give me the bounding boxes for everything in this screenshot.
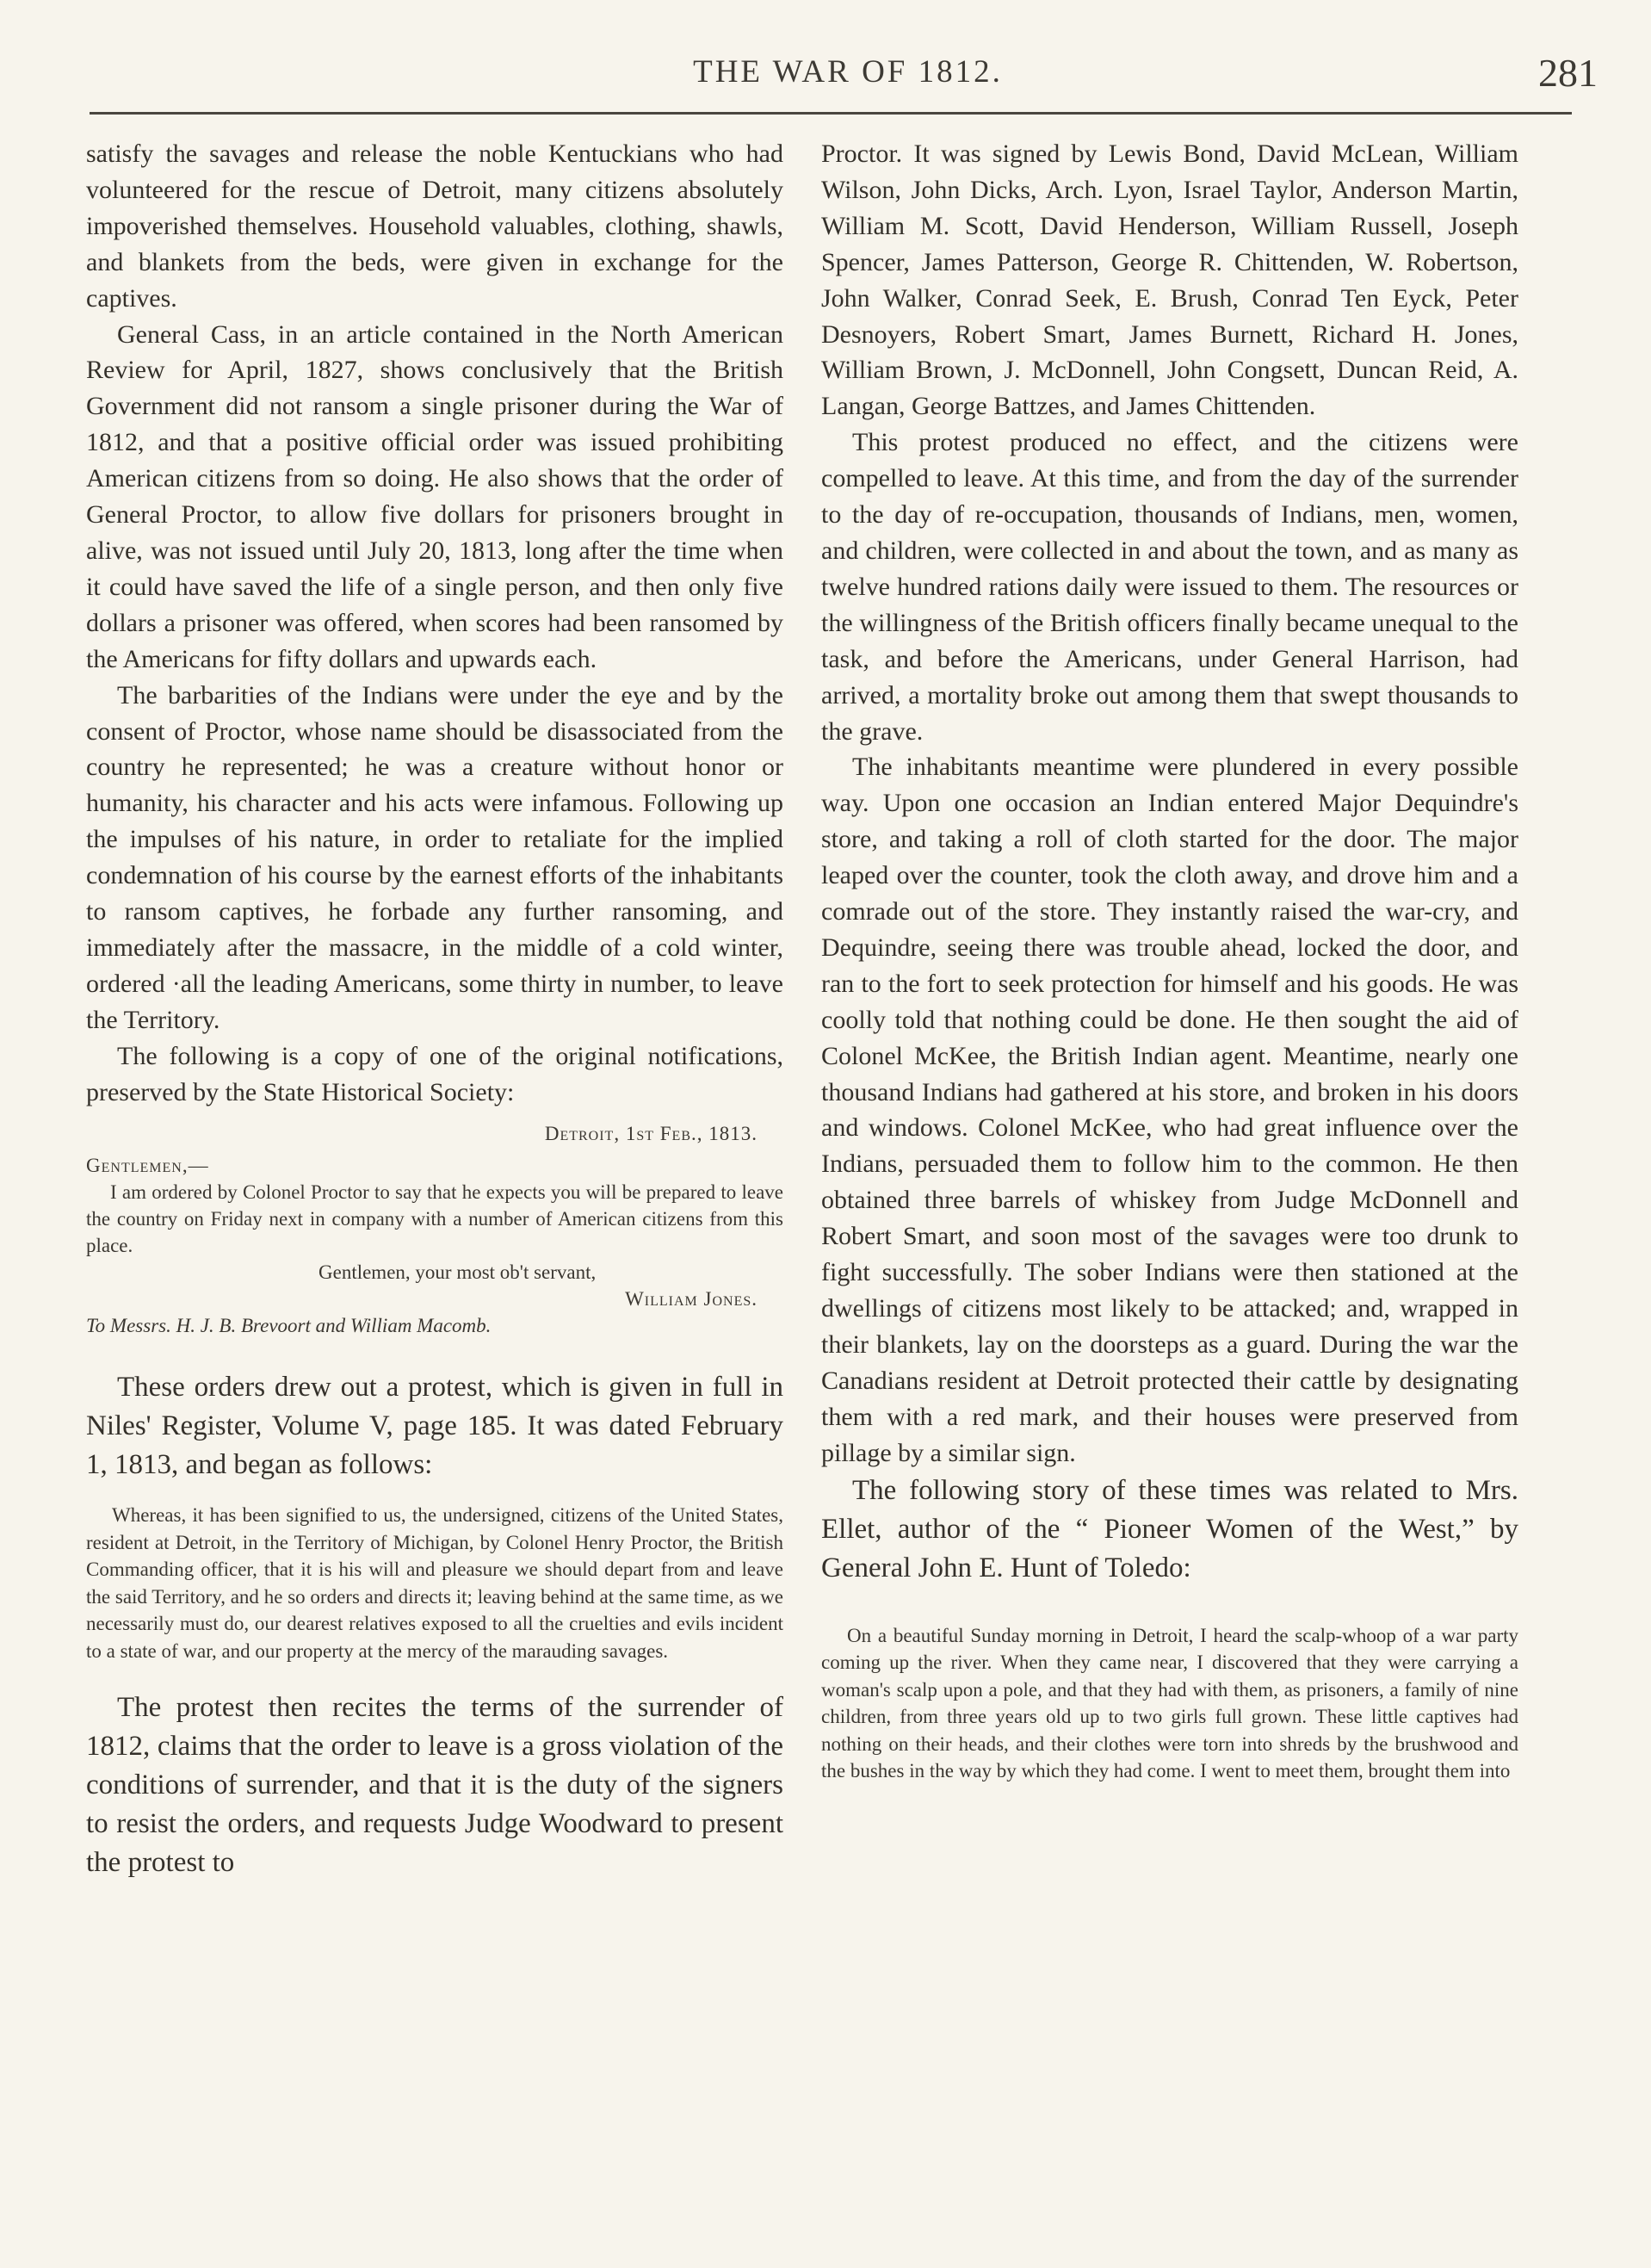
left-paragraph-2: General Cass, in an article contained in the North American Review for April, 1827, shows conclusively that the British Government did not ransom a single prisoner during the War of 1812, and that a positive official order was issued prohibiting American citizens from so doing. He also shows that the order of General Proctor, to allow five dollars for prisoners brought in alive, was not issued until July 20, 1813, long after the time when it could have saved the life of a single person, and then only five dollars a prisoner was offered, when scores had been ransomed by the Americans for fifty dollars and upwards each. [86,319,783,673]
right-paragraph-1: Proctor. It was signed by Lewis Bond, David McLean, William Wilson, John Dicks, Arch. Lyon, Israel Taylor, Anderson Martin, William M. Scott, David Henderson, William Russell, Joseph Spencer, James Patterson, George R. Chittenden, W. Robertson, John Walker, Conrad Seek, E. Brush, Conrad Ten Eyck, Peter Desnoyers, Robert Smart, James Burnett, Richard H. Jones, William Brown, J. McDonnell, John Congsett, Duncan Reid, A. Langan, George Battzes, and James Chittenden. [821,139,1518,421]
letter-signature: William Jones. [625,1288,757,1311]
running-title: THE WAR OF 1812. [693,54,1003,90]
spacer [821,1588,1518,1605]
letter-body: I am ordered by Colonel Proctor to say that he expects you will be prepared to leave the country on Friday next in company with a number of American citizens from this place. [86,1181,783,1257]
right-column [821,136,1518,1785]
letter-address: To Messrs. H. J. B. Brevoort and William Macomb. [86,1315,492,1337]
right-paragraph-4: The following story of these times was related to Mrs. Ellet, author of the “ Pioneer Women of the West,” by General John E. Hunt of Toledo: [821,1474,1518,1583]
letter-dateline: Detroit, 1st Feb., 1813. [544,1123,757,1145]
letter-closing: Gentlemen, your most ob't servant, [318,1261,597,1284]
protest-quote: Whereas, it has been signified to us, the undersigned, citizens of the United States, resident at Detroit, in the Territory of Michigan, by Colonel Henry Proctor, the British Commanding officer, that it is his will and pleasure we should depart from and leave the said Territory, and he so orders and directs it; leaving behind at the same time, as we necessarily must do, our dearest relatives exposed to all the cruelties and evils incident to a state of war, and our property at the mercy of the marauding savages. [86,1504,783,1662]
letter-salutation: Gentlemen,— [86,1155,209,1177]
spacer [86,1664,783,1689]
notification-letter [86,1120,783,1339]
story-quote: On a beautiful Sunday morning in Detroit, I heard the scalp-whoop of a war party coming up the river. When they came near, I discovered that they were carrying a woman's scalp upon a pole, and that they had with them, as prisoners, a family of nine children, from three years old up to two girls full grown. These little captives had nothing on their heads, and their clothes were torn into shreds by the brushwood and the bushes in the way by which they had come. I went to meet them, brought them into [821,1624,1518,1782]
right-paragraph-3: The inhabitants meantime were plundered in every possible way. Upon one occasion an Indian entered Major Dequindre's store, and taking a roll of cloth started for the door. The major leaped over the counter, took the cloth away, and drove him and a comrade out of the store. They instantly raised the war-cry, and Dequindre, seeing there was trouble ahead, locked the door, and ran to the fort to seek protection for himself and his goods. He was coolly told that nothing could be done. He then sought the aid of Colonel McKee, the British Indian agent. Meantime, nearly one thousand Indians had gathered at his store, and broken in his doors and windows. Colonel McKee, who had great influence over the Indians, persuaded them to follow him to the common. He then obtained three barrels of whiskey from Judge McDonnell and Robert Smart, and soon most of the savages were too drunk to fight successfully. The sober Indians were then stationed at the dwellings of citizens most likely to be attacked; and, wrapped in their blankets, lay on the doorsteps as a guard. During the war the Canadians resident at Detroit protected their cattle by designating them with a red mark, and their houses were preserved from pillage by a similar sign. [821,753,1518,1467]
spacer [86,1339,783,1368]
left-paragraph-1: satisfy the savages and release the noble Kentuckians who had volunteered for the rescue of Detroit, many citizens absolutely impoverished themselves. Household valuables, clothing, shawls, and blankets from the beds, were given in exchange for the captives. [86,139,783,313]
running-head [86,53,1610,105]
left-column [86,136,783,1882]
left-paragraph-5: These orders drew out a protest, which is given in full in Niles' Register, Volume V, page 185. It was dated February 1, 1813, and began as follows: [86,1372,783,1481]
left-paragraph-6: The protest then recites the terms of the surrender of 1812, claims that the order to leave is a gross violation of the conditions of surrender, and that it is the duty of the signers to resist the orders, and requests Judge Woodward to present the protest to [86,1692,783,1879]
page-number: 281 [1538,51,1598,95]
left-paragraph-3: The barbarities of the Indians were under the eye and by the consent of Proctor, whose name should be disassociated from the country he represented; he was a creature without honor or humanity, his character and his acts were infamous. Following up the impulses of his nature, in order to retaliate for the implied condemnation of his course by the earnest efforts of the inhabitants to ransom captives, he forbade any further ransoming, and immediately after the massacre, in the middle of a cold winter, ordered ·all the leading Americans, some thirty in number, to leave the Territory. [86,680,783,1034]
left-paragraph-4: The following is a copy of one of the original notifications, preserved by the State Historical Society: [86,1041,783,1106]
right-paragraph-2: This protest produced no effect, and the citizens were compelled to leave. At this time, and from the day of the surrender to the day of re-occupation, thousands of Indians, men, women, and children, were collected in and about the town, and as many as twelve hundred rations daily were issued to them. The resources or the willingness of the British officers finally became unequal to the task, and before the Americans, under General Harrison, had arrived, a mortality broke out among them that swept thousands to the grave. [821,428,1518,746]
header-rule [90,112,1572,115]
